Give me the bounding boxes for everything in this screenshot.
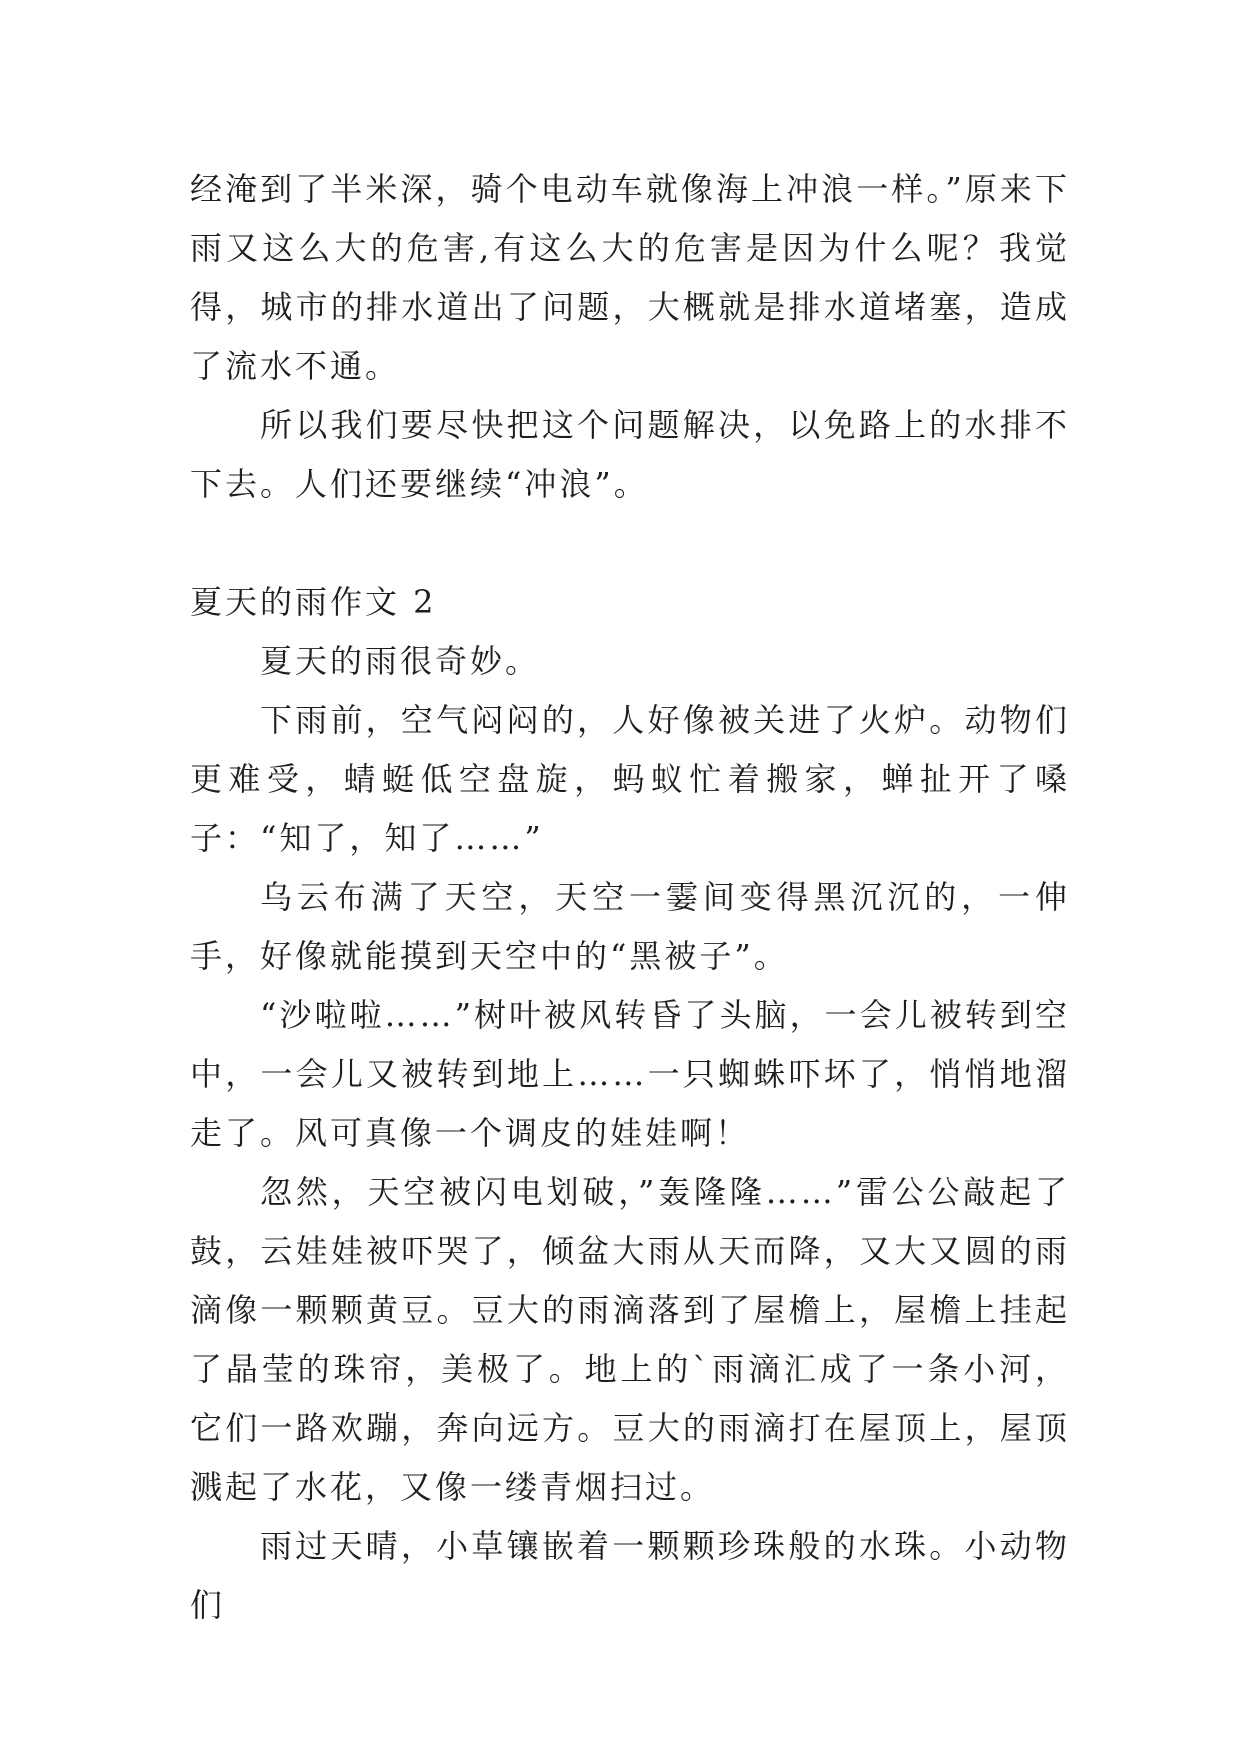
paragraph: 夏天的雨很奇妙。 [260, 642, 541, 680]
essay-title: 夏天的雨作文 2 [190, 583, 437, 621]
paragraph-continued: 经淹到了半米深，骑个电动车就像海上冲浪一样。”原来下雨又这么大的危害,有这么大的危害是因为什么呢？我觉得，城市的排水道出了问题，大概就是排水道堵塞，造成了流水不通。 [190, 170, 1070, 385]
paragraph: “沙啦啦……”树叶被风转昏了头脑，一会儿被转到空中，一会儿又被转到地上……一只蜘蛛吓坏了，悄悄地溜走了。风可真像一个调皮的娃娃啊！ [190, 996, 1070, 1152]
paragraph-truncated: 雨过天晴，小草镶嵌着一颗颗珍珠般的水珠。小动物们 [190, 1527, 1070, 1624]
paragraph: 所以我们要尽快把这个问题解决，以免路上的水排不下去。人们还要继续“冲浪”。 [190, 406, 1070, 503]
paragraph: 下雨前，空气闷闷的，人好像被关进了火炉。动物们更难受，蜻蜓低空盘旋，蚂蚁忙着搬家，蝉扯开了嗓子：“知了，知了……” [190, 701, 1070, 857]
document-body [190, 160, 1070, 1635]
paragraph: 忽然，天空被闪电划破，”轰隆隆……”雷公公敲起了鼓，云娃娃被吓哭了，倾盆大雨从天而降，又大又圆的雨滴像一颗颗黄豆。豆大的雨滴落到了屋檐上，屋檐上挂起了晶莹的珠帘，美极了。地上的`雨滴汇成了一条小河，它们一路欢蹦，奔向远方。豆大的雨滴打在屋顶上，屋顶溅起了水花，又像一缕青烟扫过。 [190, 1173, 1070, 1506]
paragraph: 乌云布满了天空，天空一霎间变得黑沉沉的，一伸手，好像就能摸到天空中的“黑被子”。 [190, 878, 1070, 975]
